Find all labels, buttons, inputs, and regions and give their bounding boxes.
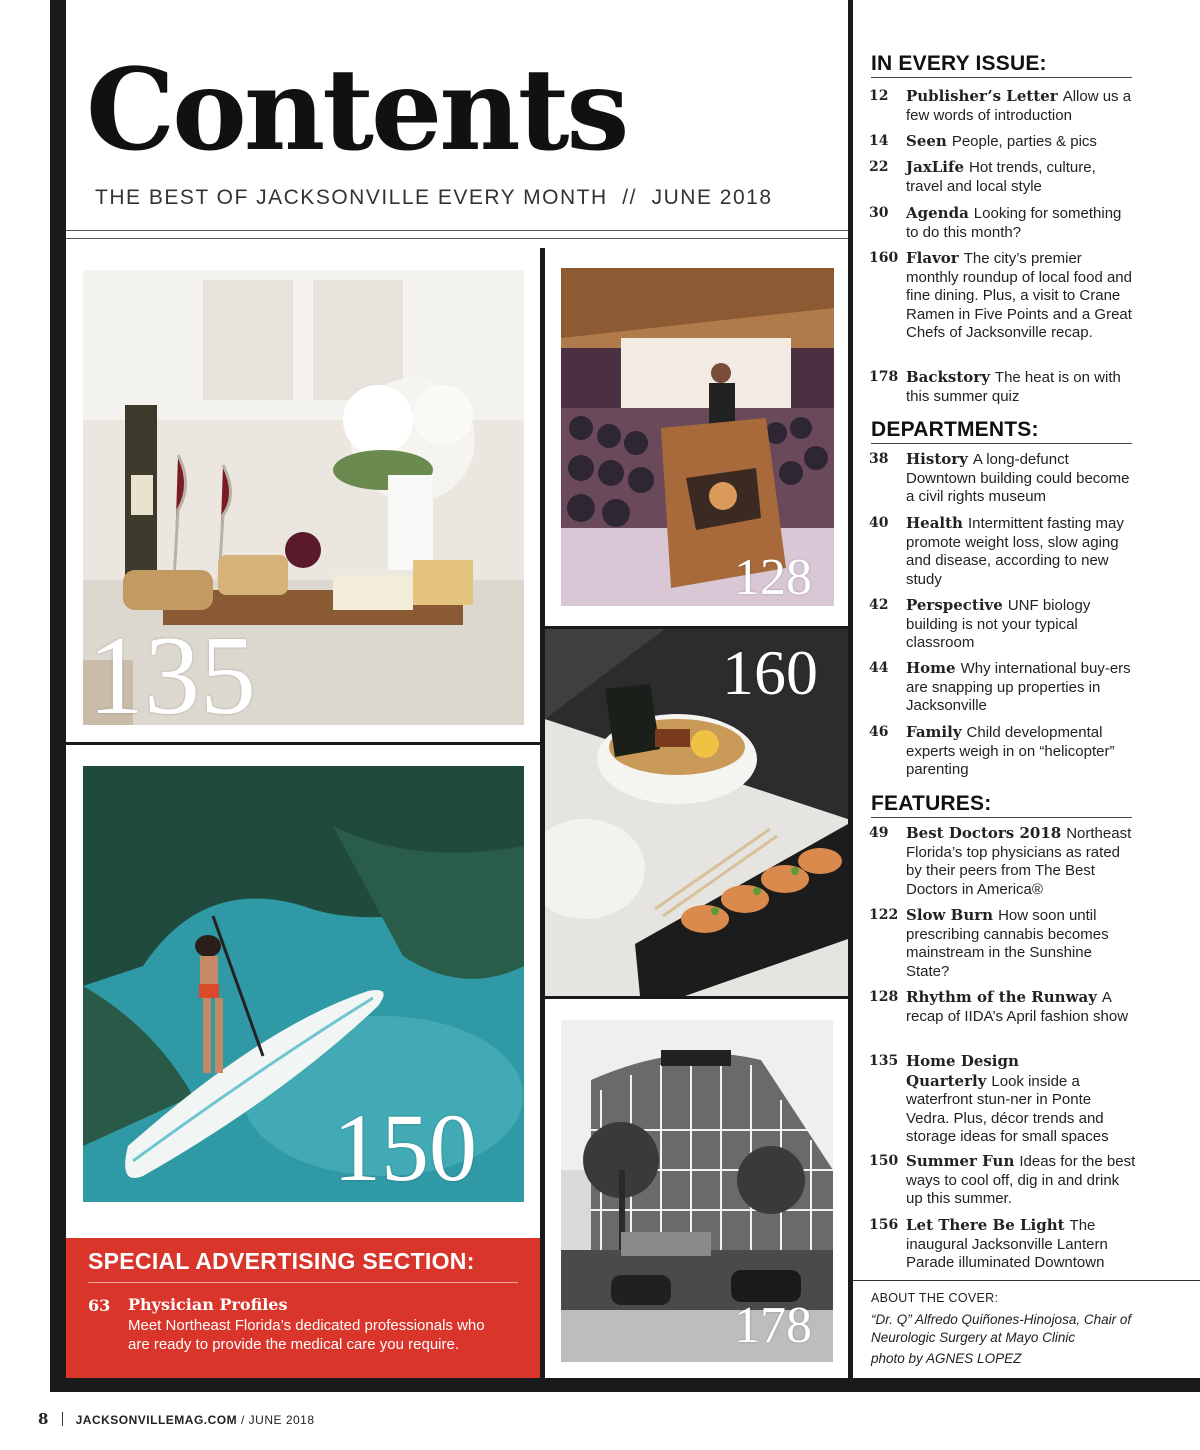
page-number-128: 128 [734,549,812,606]
toc-entry[interactable] [869,158,1139,198]
toc-entry-page: 12 [869,88,889,104]
left-frame-bar [50,0,66,1392]
cover-label: ABOUT THE COVER: [871,1291,999,1305]
center-frame-bar [848,0,853,1392]
toc-entry-page: 49 [869,825,889,841]
toc-entry[interactable] [869,514,1139,590]
special-advertising-section [66,1238,540,1378]
section-heading-departments: DEPARTMENTS: [871,418,1132,444]
toc-entry-desc: Allow us a few words of introduction [906,88,1132,124]
toc-entry-page: 40 [869,515,889,531]
toc-entry-title: Best Doctors 2018 [906,824,1062,842]
toc-entry-title: Family [906,723,962,741]
toc-entry-page: 44 [869,660,889,676]
toc-entry-page: 14 [869,133,889,149]
toc-entry-desc: Northeast Florida’s top physicians as rated by their peers from The Best Doctors in America® [906,825,1132,898]
toc-entry-title: Flavor [906,249,959,267]
toc-entry-desc: How soon until prescribing cannabis becomes mainstream in the Sunshine State? [906,907,1109,980]
special-section-title: Physician Profiles [128,1295,288,1314]
toc-entry-title: Perspective [906,596,1003,614]
toc-entry-page: 46 [869,724,889,740]
toc-entry-desc: Ideas for the best ways to cool off, dig in and drink up this summer. [906,1153,1136,1207]
toc-entry[interactable] [869,1052,1139,1146]
page-title: Contents [86,45,627,176]
toc-entry-title: Home Design Quarterly [906,1052,1019,1090]
toc-entry-page: 42 [869,597,889,613]
header-rule-top [66,230,848,231]
toc-entry-desc: Hot trends, culture, travel and local style [906,159,1096,195]
toc-entry-title: Backstory [906,368,990,386]
toc-entry-desc: People, parties & pics [951,133,1097,150]
special-section-description: Meet Northeast Florida’s dedicated professionals who are ready to provide the medical care you require. [128,1317,485,1353]
toc-entry-page: 22 [869,159,889,175]
toc-entry-page: 30 [869,205,889,221]
toc-entry-title: Rhythm of the Runway [906,988,1097,1006]
toc-entry-page: 150 [869,1153,899,1169]
toc-entry-title: JaxLife [906,158,965,176]
toc-entry-desc: Looking for something to do this month? [906,205,1122,241]
toc-entry-page: 156 [869,1217,899,1233]
page-number-160: 160 [722,637,818,708]
toc-entry-title: Agenda [906,204,969,222]
page-subtitle: THE BEST OF JACKSONVILLE EVERY MONTH // JUNE 2018 [95,186,773,209]
toc-entry-desc: Look inside a waterfront stun-ner in Ponte Vedra. Plus, décor trends and storage ideas for small spaces [906,1072,1109,1145]
toc-entry-title: Home [906,659,956,677]
toc-entry[interactable] [869,596,1139,654]
toc-entry[interactable] [869,1216,1139,1274]
toc-entry[interactable] [869,450,1139,508]
toc-entry-desc: Intermittent fasting may promote weight loss, slow aging and disease, according to new study [906,515,1124,588]
toc-entry[interactable] [869,249,1139,361]
toc-entry-page: 122 [869,907,899,923]
bottom-frame-bar [50,1378,1200,1392]
toc-entry-desc: UNF biology building is not your typical classroom [906,597,1091,651]
toc-entry-page: 135 [869,1053,899,1069]
cover-description: “Dr. Q” Alfredo Quiñones-Hinojosa, Chair of Neurologic Surgery at Mayo Clinic [871,1312,1132,1345]
footer-issue: / JUNE 2018 [240,1413,315,1427]
toc-entry-desc: Why international buy-ers are snapping up properties in Jacksonville [906,660,1131,714]
cover-photo-credit: photo by AGNES LOPEZ [871,1351,1022,1366]
toc-entry-page: 160 [869,250,899,266]
section-heading-features: FEATURES: [871,792,1132,818]
toc-entry-title: History [906,450,968,468]
photo-grid-divider-horizontal-right-2 [540,996,850,999]
toc-entry-desc: The inaugural Jacksonville Lantern Parade illuminated Downtown [906,1217,1108,1271]
footer-separator [62,1412,63,1426]
toc-entry-title: Health [906,514,963,532]
page-footer [38,1410,438,1432]
special-section-rule [88,1282,518,1283]
cover-divider [853,1280,1200,1281]
toc-entry[interactable] [869,824,1139,900]
toc-entry[interactable] [869,906,1139,982]
toc-entry[interactable] [869,368,1139,408]
toc-entry-title: Slow Burn [906,906,994,924]
page-number-135: 135 [88,614,256,738]
toc-entry-desc: Child developmental experts weigh in on “helicopter” parenting [906,724,1115,778]
toc-entry[interactable] [869,659,1139,717]
toc-entry-desc: The heat is on with this summer quiz [906,369,1121,405]
toc-entry-desc: The city’s premier monthly roundup of local food and fine dining. Plus, a visit to Crane Ramen in Five Points and a Great Chefs of Jacksonville recap. [906,250,1132,341]
toc-entry[interactable] [869,87,1139,127]
footer-page-number: 8 [38,1410,49,1428]
page-number-150: 150 [333,1094,477,1201]
toc-entry-title: Summer Fun [906,1152,1015,1170]
toc-entry[interactable] [869,723,1139,781]
special-section-heading: SPECIAL ADVERTISING SECTION: [88,1248,475,1274]
toc-entry[interactable] [869,988,1139,1046]
toc-entry-desc: A recap of IIDA’s April fashion show [906,989,1129,1025]
photo-grid-divider-horizontal [66,742,542,745]
toc-entry[interactable] [869,204,1139,244]
toc-entry-desc: A long-defunct Downtown building could become a civil rights museum [906,451,1130,505]
toc-entry[interactable] [869,1152,1139,1210]
toc-entry-title: Publisher’s Letter [906,87,1058,105]
toc-entry[interactable] [869,132,1139,152]
section-heading-every-issue: IN EVERY ISSUE: [871,52,1132,78]
toc-entry-page: 38 [869,451,889,467]
toc-entry-title: Seen [906,132,947,150]
footer-website-link[interactable]: JACKSONVILLEMAG.COM [75,1413,238,1427]
special-section-page-number: 63 [88,1296,111,1315]
toc-entry-page: 178 [869,369,899,385]
toc-entry-title: Let There Be Light [906,1216,1065,1234]
page-number-178: 178 [734,1297,812,1354]
toc-entry-page: 128 [869,989,899,1005]
header-rule-bottom [66,238,848,239]
